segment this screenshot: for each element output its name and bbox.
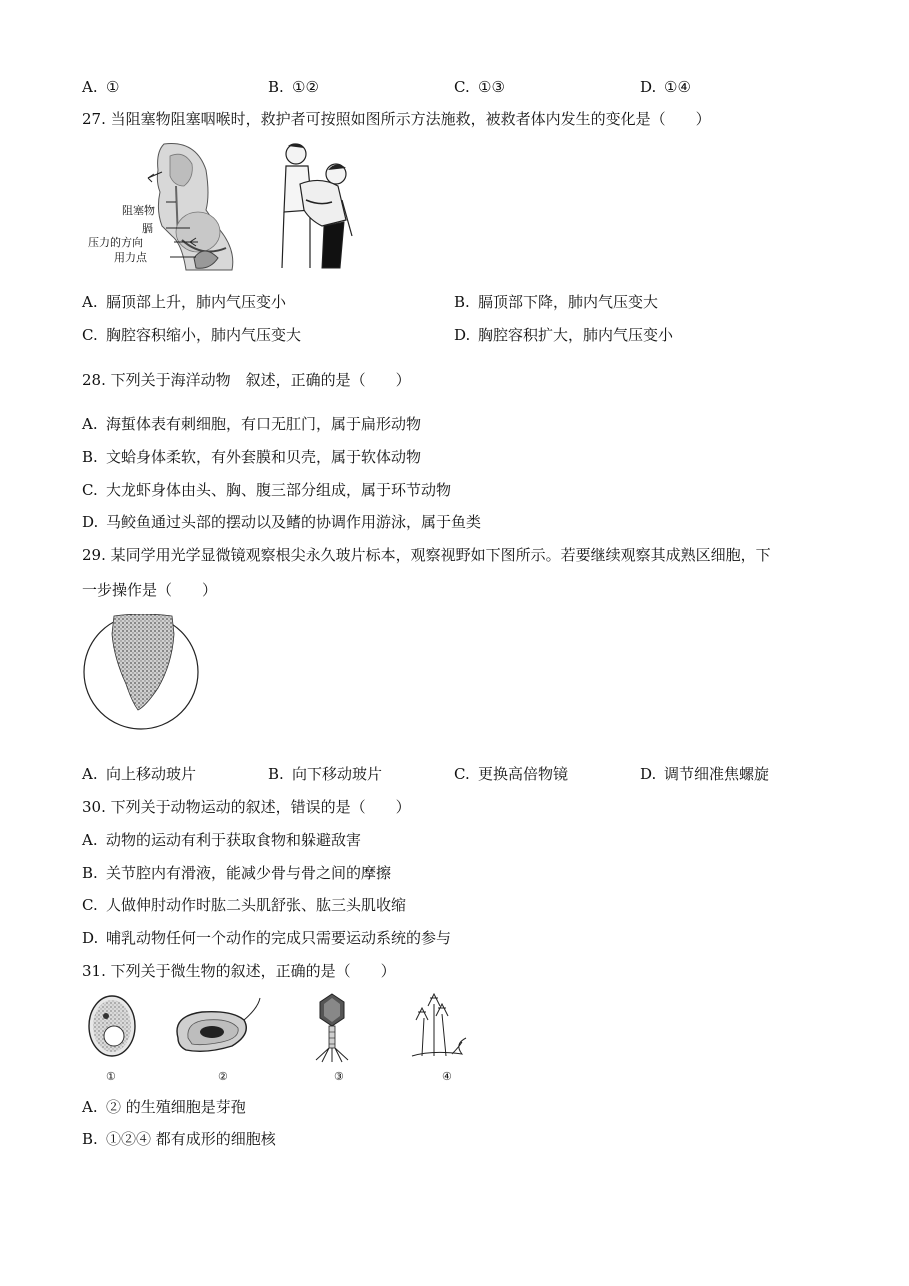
q29-figure-microscope-field bbox=[82, 614, 202, 732]
q27-option-b bbox=[454, 292, 658, 312]
q28-option-a bbox=[82, 414, 421, 434]
figure-label-4: ④ bbox=[442, 1070, 452, 1083]
option-text: 海蜇体表有刺细胞，有口无肛门，属于扁形动物 bbox=[106, 415, 422, 433]
option-text: ① bbox=[106, 78, 120, 96]
q29-option-a bbox=[82, 764, 196, 784]
option-text: 关节腔内有滑液，能减少骨与骨之间的摩擦 bbox=[106, 864, 392, 882]
q30-option-a bbox=[82, 830, 361, 850]
option-label: D. bbox=[640, 78, 657, 96]
option-label: B. bbox=[268, 765, 284, 783]
option-text: 更换高倍物镜 bbox=[478, 765, 569, 783]
option-label: D. bbox=[82, 929, 99, 947]
option-text: 向下移动玻片 bbox=[292, 765, 383, 783]
q31-option-a bbox=[82, 1097, 246, 1117]
q27-option-d bbox=[454, 325, 673, 345]
q27-figure-heimlich bbox=[270, 140, 360, 272]
option-label: B. bbox=[82, 1130, 98, 1148]
option-text: ①③ bbox=[478, 78, 505, 96]
option-text: ①② bbox=[292, 78, 319, 96]
option-label: B. bbox=[82, 864, 98, 882]
option-text: ② 的生殖细胞是芽孢 bbox=[106, 1098, 246, 1116]
figure-label-1: ① bbox=[106, 1070, 116, 1083]
q31-option-b bbox=[82, 1129, 276, 1149]
figure-label-2: ② bbox=[218, 1070, 228, 1083]
figure-label-3: ③ bbox=[334, 1070, 344, 1083]
yeast-cell-icon bbox=[89, 996, 135, 1056]
option-label: C. bbox=[82, 326, 98, 344]
q26-option-d bbox=[640, 77, 691, 97]
q30-option-b bbox=[82, 863, 391, 883]
figure-label-pressure-direction: 压力的方向 bbox=[88, 236, 143, 249]
mold-icon bbox=[412, 994, 466, 1056]
option-label: C. bbox=[454, 765, 470, 783]
q28-option-d bbox=[82, 512, 481, 532]
option-text: 膈顶部上升，肺内气压变小 bbox=[106, 293, 287, 311]
option-text: 膈顶部下降，肺内气压变大 bbox=[478, 293, 659, 311]
option-text: 马鲛鱼通过头部的摆动以及鳍的协调作用游泳，属于鱼类 bbox=[106, 513, 482, 531]
q27-option-c bbox=[82, 325, 301, 345]
option-text: 胸腔容积缩小，肺内气压变大 bbox=[106, 326, 302, 344]
figure-label-force-point: 用力点 bbox=[114, 251, 147, 264]
option-label: A. bbox=[82, 78, 98, 96]
q28-stem: 28. 下列关于海洋动物 叙述，正确的是（ ） bbox=[82, 371, 411, 389]
q29-stem-line1: 29. 某同学用光学显微镜观察根尖永久玻片标本，观察视野如下图所示。若要继续观察其成熟区细胞，下 bbox=[82, 546, 771, 564]
option-label: D. bbox=[82, 513, 99, 531]
option-text: 文蛤身体柔软，有外套膜和贝壳，属于软体动物 bbox=[106, 448, 422, 466]
q26-option-a bbox=[82, 77, 119, 97]
q29-option-c bbox=[454, 764, 568, 784]
q31-stem: 31. 下列关于微生物的叙述，正确的是（ ） bbox=[82, 962, 396, 980]
q27-stem: 27. 当阻塞物阻塞咽喉时，救护者可按照如图所示方法施救，被救者体内发生的变化是（ ） bbox=[82, 110, 711, 128]
option-label: A. bbox=[82, 765, 98, 783]
option-text: 动物的运动有利于获取食物和躲避敌害 bbox=[106, 831, 362, 849]
q28-option-b bbox=[82, 447, 421, 467]
q29-stem-line2: 一步操作是（ ） bbox=[82, 581, 218, 599]
option-label: B. bbox=[82, 448, 98, 466]
option-text: 大龙虾身体由头、胸、腹三部分组成，属于环节动物 bbox=[106, 481, 452, 499]
q27-option-a bbox=[82, 292, 286, 312]
option-label: A. bbox=[82, 293, 98, 311]
option-label: A. bbox=[82, 415, 98, 433]
option-label: B. bbox=[268, 78, 284, 96]
option-label: B. bbox=[454, 293, 470, 311]
q30-option-c bbox=[82, 895, 406, 915]
bacterium-icon bbox=[177, 998, 260, 1051]
figure-label-obstruction: 阻塞物 bbox=[122, 204, 155, 217]
option-text: 调节细准焦螺旋 bbox=[664, 765, 770, 783]
q31-figure-microbes bbox=[82, 990, 482, 1086]
q26-option-c bbox=[454, 77, 505, 97]
q26-option-b bbox=[268, 77, 319, 97]
q29-option-b bbox=[268, 764, 382, 784]
option-text: ①②④ 都有成形的细胞核 bbox=[106, 1130, 276, 1148]
figure-label-diaphragm: 膈 bbox=[142, 222, 153, 235]
option-label: C. bbox=[82, 896, 98, 914]
q28-option-c bbox=[82, 480, 451, 500]
q27-figure-anatomy bbox=[86, 140, 246, 272]
option-label: D. bbox=[640, 765, 657, 783]
option-label: C. bbox=[82, 481, 98, 499]
option-label: A. bbox=[82, 831, 98, 849]
option-text: 哺乳动物任何一个动作的完成只需要运动系统的参与 bbox=[106, 929, 452, 947]
option-label: D. bbox=[454, 326, 471, 344]
option-text: ①④ bbox=[664, 78, 691, 96]
option-text: 胸腔容积扩大，肺内气压变小 bbox=[478, 326, 674, 344]
q30-stem: 30. 下列关于动物运动的叙述，错误的是（ ） bbox=[82, 798, 411, 816]
bacteriophage-icon bbox=[316, 994, 348, 1062]
option-text: 人做伸肘动作时肱二头肌舒张、肱三头肌收缩 bbox=[106, 896, 407, 914]
option-label: C. bbox=[454, 78, 470, 96]
q30-option-d bbox=[82, 928, 451, 948]
option-text: 向上移动玻片 bbox=[106, 765, 197, 783]
option-label: A. bbox=[82, 1098, 98, 1116]
q29-option-d bbox=[640, 764, 769, 784]
